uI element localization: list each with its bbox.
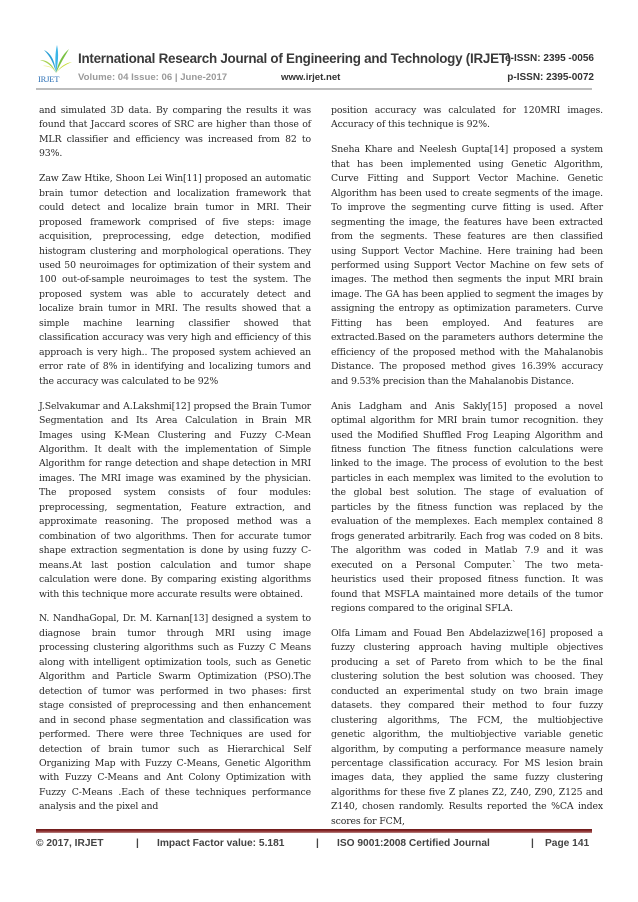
paragraph: N. NandhaGopal, Dr. M. Karnan[13] designed a system to diagnose brain tumor through MRI using image processing clustering algorithms such as Fuzzy C Means along with intelligent optimization tools, such as Genetic Algorithm and Particle Swarm Optimization (PSO).The detection of tumor was performed in two phases: first stage consisted of preprocessing and then enhancement and in second phase segmentation and classification was performed. There were three Techniques are used for detection of brain tumor such as Hierarchical Self Organizing Map with Fuzzy C-Means, Genetic Algorithm with Fuzzy C-Means and Ant Colony Optimization with Fuzzy C-Means .Each of these techniques performance analysis and the pixel and bbox=[39, 613, 311, 813]
footer-copyright: © 2017, IRJET bbox=[36, 838, 104, 849]
left-column bbox=[39, 104, 311, 825]
volume-issue: Volume: 04 Issue: 06 | June-2017 bbox=[78, 72, 228, 83]
footer-separator: | bbox=[136, 838, 139, 849]
footer-page-number: Page 141 bbox=[545, 838, 590, 849]
header-divider bbox=[36, 88, 592, 90]
footer-divider bbox=[36, 829, 592, 833]
footer-separator: | bbox=[531, 838, 534, 849]
paragraph: position accuracy was calculated for 120MRI images. Accuracy of this technique is 92%. bbox=[331, 105, 603, 131]
logo-text: IRJET bbox=[38, 74, 60, 84]
journal-title: International Research Journal of Engineering and Technology (IRJET) bbox=[78, 51, 511, 66]
leaf-logo-icon bbox=[40, 44, 72, 74]
website-link[interactable]: www.irjet.net bbox=[281, 72, 341, 83]
footer-impact-factor: Impact Factor value: 5.181 bbox=[157, 838, 285, 849]
paragraph: and simulated 3D data. By comparing the results it was found that Jaccard scores of SRC are higher than those of MLR classifier and efficiency was increased from 82 to 93%. bbox=[39, 105, 311, 160]
p-issn: p-ISSN: 2395-0072 bbox=[507, 72, 594, 83]
paragraph: J.Selvakumar and A.Lakshmi[12] propsed the Brain Tumor Segmentation and Its Area Calculation in Brain MR Images using K-Mean Clustering and Fuzzy C-Mean Algorithm. It dealt with the implementation of Simple Algorithm for range detection and shape detection in MRI images. The MRI image was examined by the physician. The proposed system consists of four modules: preprocessing, segmentation, Feature extraction, and approximate reasoning. The proposed method was a combination of two algorithms. Then for accurate tumor shape extraction segmentation is done by using fuzzy C-means.At last postion calculation and tumor shape calculation were done. By comparing existing algorithms with this technique more accurate results were obtained. bbox=[39, 400, 311, 600]
paragraph: Zaw Zaw Htike, Shoon Lei Win[11] proposed an automatic brain tumor detection and localization framework that could detect and localize brain tumor in MRI. Their proposed framework comprised of five steps: image acquisition, preprocessing, edge detection, modified histogram clustering and morphological operations. They used 50 neuroimages for optimization of their system and 100 out-of-sample neuroimages to test the system. The proposed system was able to accurately detect and localize brain tumor in MRI. The results showed that a simple machine learning classifier showed that classification accuracy was very high and efficiency of this approach is very high.. The proposed system achieved an error rate of 8% in identifying and localizing tumors and the accuracy was calculated to be 92% bbox=[39, 173, 311, 387]
paragraph: Anis Ladgham and Anis Sakly[15] proposed a novel optimal algorithm for MRI brain tumor recognition. they used the Modified Shuffled Frog Leaping Algorithm and fitness function The fitness function calculations were linked to the image. The process of evolution to the best particles in each memplex was limited to the evolution to the global best solution. The stage of evaluation of particles by the fitness function was replaced by the evaluation of the memplexes. Each memplex contained 8 frogs generated arbitrarily. Each frog was coded on 8 bits. The algorithm was coded in Matlab 7.9 and it was executed on a Personal Computer.` The two meta-heuristics used their proposed fitness function. It was found that MSFLA maintained more details of the tumor regions compared to the original SFLA. bbox=[331, 400, 603, 614]
irjet-logo bbox=[36, 44, 76, 88]
paragraph: Sneha Khare and Neelesh Gupta[14] proposed a system that has been implemented using Genetic Algorithm, Curve Fitting and Support Vector Machine. Genetic Algorithm has been used to create segments of the image. To improve the segmenting curve fitting is used. After segmenting the image, the features have been extracted from the segments. These features are then classified using Support Vector Machine. Here training had been performed using Support Vector Machine on few sets of images. The method then segments the input MRI brain image. The GA has been applied to segment the images by assigning the entropy as optimization parameters. Curve Fitting has been employed. And features are extracted.Based on the parameters authors determine the efficiency of the proposed method with the Mahalanobis Distance. The proposed method gives 16.39% accuracy and 9.53% precision than the Mahalanobis Distance. bbox=[331, 144, 603, 387]
e-issn: e-ISSN: 2395 -0056 bbox=[505, 53, 594, 64]
journal-header bbox=[36, 44, 594, 88]
footer-separator: | bbox=[316, 838, 319, 849]
paragraph: Olfa Limam and Fouad Ben Abdelazizwe[16] proposed a fuzzy clustering approach having multiple objectives producing a set of Pareto from which to be the final clustering solution the best solution was choosed. They conducted an experimental study on two brain image datasets. they compared their method to four fuzzy clustering algorithms, The FCM, the multiobjective genetic algorithm, the multiobjective variable genetic algorithm, by computing a performance measure namely percentage classification accuracy. For MS lesion brain images data, they applied the same fuzzy clustering algorithms for these five Z planes Z2, Z40, Z90, Z125 and Z140, chosen randomly. Results reported the %CA index scores for FCM, bbox=[331, 627, 603, 827]
right-column bbox=[331, 104, 603, 840]
page-footer bbox=[36, 838, 592, 854]
footer-iso: ISO 9001:2008 Certified Journal bbox=[337, 838, 490, 849]
